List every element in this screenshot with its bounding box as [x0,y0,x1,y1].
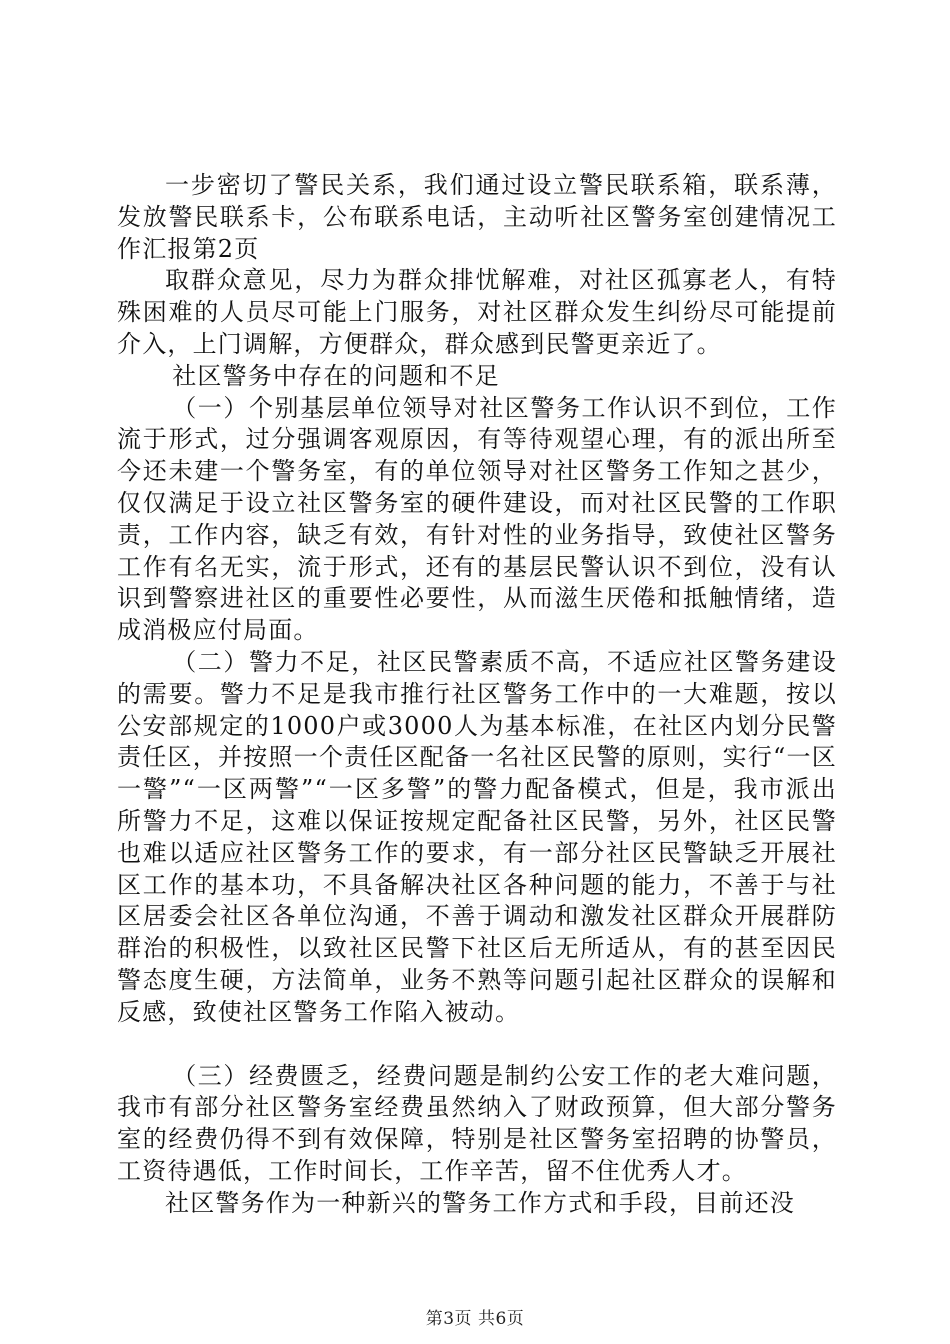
section-heading-problems: 社区警务中存在的问题和不足 [172,361,500,390]
page-footer: 第3页 共6页 [425,1309,525,1329]
paragraph-problem-three: （三）经费匮乏，经费问题是制约公安工作的老大难问题，我市有部分社区警务室经费虽然纳入了财政预算，但大部分警务室的经费仍得不到有效保障，特别是社区警务室招聘的协警员，工资待遇低，工作时间长，工作辛苦，留不住优秀人才。 [117,1061,837,1185]
paragraph-problem-two: （二）警力不足，社区民警素质不高，不适应社区警务建设的需要。警力不足是我市推行社区警务工作中的一大难题，按以公安部规定的1000户或3000人为基本标准，在社区内划分民警责任区，并按照一个责任区配备一名社区民警的原则，实行“一区一警”“一区两警”“一区多警”的警力配备模式，但是，我市派出所警力不足，这难以保证按规定配备社区民警，另外，社区民警也难以适应社区警务工作的要求，有一部分社区民警缺乏开展社区工作的基本功，不具备解决社区各种问题的能力，不善于与社区居委会社区各单位沟通，不善于调动和激发社区群众开展群防群治的积极性，以致社区民警下社区后无所适从，有的甚至因民警态度生硬，方法简单，业务不熟等问题引起社区群众的误解和反感，致使社区警务工作陷入被动。 [117,647,837,1026]
document-body [117,170,837,1220]
paragraph-closing: 社区警务作为一种新兴的警务工作方式和手段，目前还没 [165,1188,795,1217]
paragraph-problem-one: （一）个别基层单位领导对社区警务工作认识不到位，工作流于形式，过分强调客观原因，有等待观望心理，有的派出所至今还未建一个警务室，有的单位领导对社区警务工作知之甚少，仅仅满足于设立社区警务室的硬件建设，而对社区民警的工作职责，工作内容，缺乏有效，有针对性的业务指导，致使社区警务工作有名无实，流于形式，还有的基层民警认识不到位，没有认识到警察进社区的重要性必要性，从而滋生厌倦和抵触情绪，造成消极应付局面。 [117,393,837,645]
paragraph-continuation: 一步密切了警民关系，我们通过设立警民联系箱，联系薄，发放警民联系卡，公布联系电话，主动听社区警务室创建情况工作汇报第2页 [117,171,837,263]
paragraph-public-opinion: 取群众意见，尽力为群众排忧解难，对社区孤寡老人，有特殊困难的人员尽可能上门服务，对社区群众发生纠纷尽可能提前介入，上门调解，方便群众，群众感到民警更亲近了。 [117,266,837,358]
paragraph-spacer [117,1029,837,1061]
